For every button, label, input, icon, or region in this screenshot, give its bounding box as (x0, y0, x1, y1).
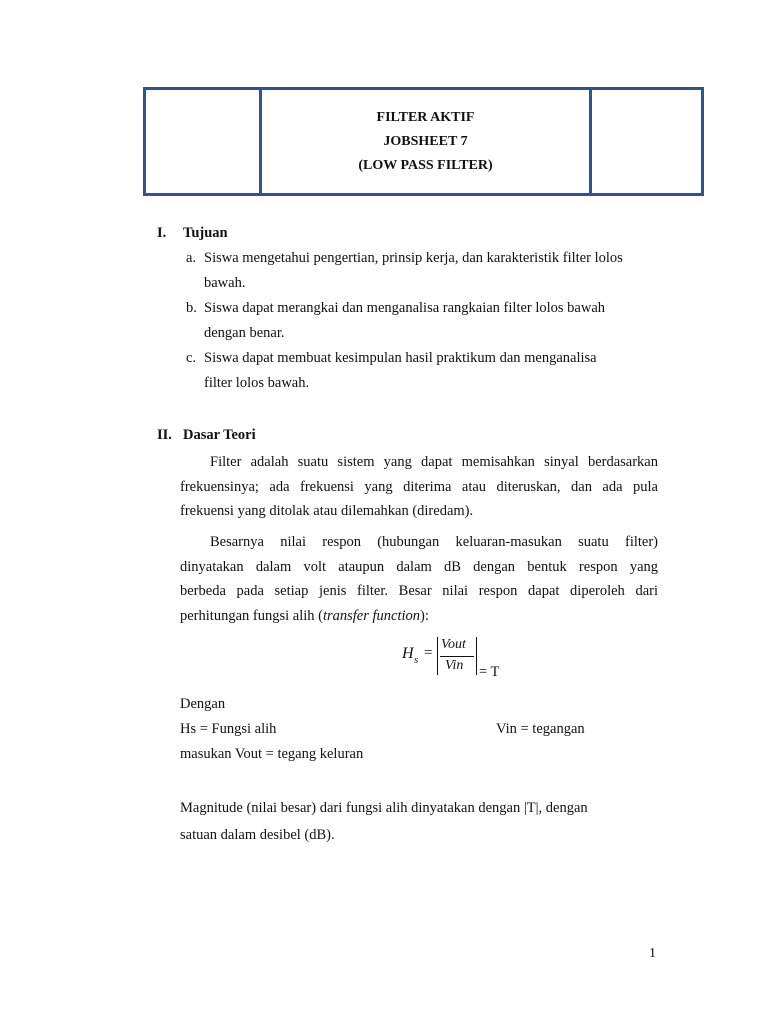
formula-lhs: H (402, 645, 414, 662)
header-subtitle: (LOW PASS FILTER) (358, 158, 493, 173)
paragraph-line-last: perhitungan fungsi alih (transfer function): (180, 607, 429, 624)
paragraph-line: frekuensinya; ada frekuensi yang diterima atau diteruskan, dan ada pula (180, 478, 658, 495)
list-item-b-line1: Siswa dapat merangkai dan menganalisa rangkaian filter lolos bawah (204, 300, 606, 316)
formula-fraction-line (440, 656, 474, 657)
section2-number: II. (157, 427, 172, 443)
vin-definition: Vin = tegangan (496, 721, 585, 737)
section2-title: Dasar Teori (183, 427, 256, 443)
formula-abs-bar-left (437, 637, 438, 675)
magnitude-line2: satuan dalam desibel (dB). (180, 827, 335, 843)
list-marker-b: b. (186, 300, 197, 316)
section1-number: I. (157, 225, 167, 241)
paragraph-line: Filter adalah suatu sistem yang dapat memisahkan sinyal berdasarkan (210, 454, 658, 470)
header-cell-left (146, 90, 262, 193)
magnitude-line1: Magnitude (nilai besar) dari fungsi alih dinyatakan dengan |T|, dengan (180, 800, 588, 816)
vout-definition: masukan Vout = tegang keluran (180, 746, 364, 762)
header-cell-title (262, 90, 592, 193)
formula-equals: = (424, 645, 433, 661)
dengan-label: Dengan (180, 696, 226, 712)
paragraph-line: berbeda pada setiap jenis filter. Besar nilai respon dapat diperoleh dari (180, 583, 658, 600)
paragraph-filter-definition (180, 450, 658, 524)
formula-rhs: = T (479, 664, 500, 680)
paragraph-line: frekuensi yang ditolak atau dilemahkan (diredam). (180, 503, 474, 520)
section1-title: Tujuan (183, 225, 228, 241)
header-jobsheet: JOBSHEET 7 (383, 134, 468, 149)
hs-definition: Hs = Fungsi alih (180, 721, 277, 737)
paragraph-response (180, 530, 658, 628)
transfer-function-term: transfer function (322, 607, 421, 624)
header-cell-right (592, 90, 701, 193)
list-item-c-line1: Siswa dapat membuat kesimpulan hasil praktikum dan menganalisa (204, 350, 597, 366)
list-item-b-line2: dengan benar. (204, 325, 285, 341)
list-marker-c: c. (186, 350, 197, 366)
list-item-a-line1: Siswa mengetahui pengertian, prinsip kerja, dan karakteristik filter lolos (204, 250, 623, 266)
formula-subscript: s (414, 654, 419, 666)
list-item-a-line2: bawah. (204, 275, 246, 291)
list-marker-a: a. (186, 250, 197, 266)
page-number: 1 (649, 946, 656, 961)
paragraph-line: dinyatakan dalam volt ataupun dalam dB dengan bentuk respon yang (180, 558, 658, 575)
header-table (143, 87, 704, 196)
header-title: FILTER AKTIF (376, 110, 475, 125)
transfer-function-formula (400, 636, 510, 678)
list-item-c-line2: filter lolos bawah. (204, 375, 310, 391)
formula-denominator: Vin (445, 658, 464, 673)
paragraph-line: Besarnya nilai respon (hubungan keluaran-masukan suatu filter) (210, 534, 658, 550)
formula-numerator: Vout (441, 637, 466, 652)
formula-abs-bar-right (476, 637, 477, 675)
